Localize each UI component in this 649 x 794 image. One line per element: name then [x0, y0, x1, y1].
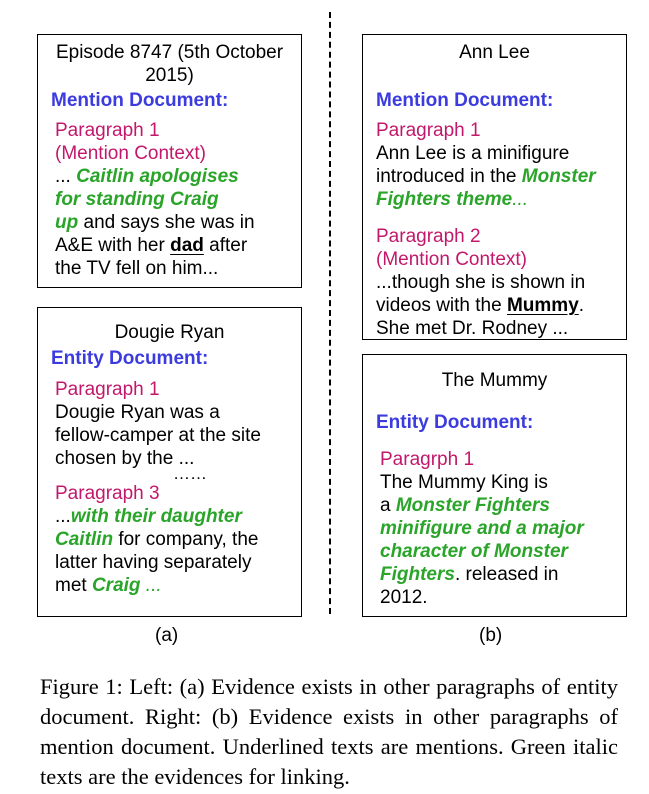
mention-document-box-c	[362, 34, 627, 340]
evidence-text: Craig	[91, 575, 141, 596]
text-line	[380, 540, 568, 563]
text-line: ...with their daughter	[55, 506, 242, 527]
doc-label: Entity Document:	[376, 412, 534, 433]
text-line	[55, 188, 219, 211]
evidence-text: Caitlin apologises	[76, 166, 239, 187]
text-line: ... Caitlin apologises	[55, 166, 239, 187]
text-line: latter having separately	[55, 552, 252, 573]
text-line: chosen by the ...	[55, 448, 195, 469]
box-title: Ann Lee	[459, 42, 530, 63]
doc-label: Mention Document:	[51, 90, 229, 111]
mention-text: Mummy	[506, 295, 579, 316]
entity-document-box-b	[37, 307, 302, 617]
evidence-text: with their daughter	[70, 506, 242, 527]
text-line: up and says she was in	[55, 212, 255, 233]
text-line: fellow-camper at the site	[55, 425, 261, 446]
box-title: The Mummy	[441, 370, 548, 391]
evidence-text: Fighters theme	[376, 189, 513, 210]
doc-label: Mention Document:	[376, 90, 554, 111]
evidence-text: for standing Craig	[55, 189, 219, 210]
mention-document-box-a	[37, 34, 302, 288]
paragraph-label: Paragraph 2	[376, 226, 481, 247]
text-line: Fighters. released in	[380, 564, 559, 585]
mention-context-label: (Mention Context)	[55, 143, 207, 164]
mention-context-label: (Mention Context)	[376, 249, 528, 270]
paragraph-label: Paragraph 1	[376, 120, 481, 141]
box-title: Episode 8747 (5th October 2015)	[55, 42, 284, 86]
panel-label-b: (b)	[479, 625, 503, 646]
text-line: the TV fell on him...	[55, 258, 219, 279]
paragraph-label: Paragraph 3	[55, 483, 160, 504]
text-line: The Mummy King is	[380, 472, 548, 493]
text-line: met Craig ...	[55, 575, 162, 596]
entity-document-box-d	[362, 354, 627, 617]
evidence-text: minifigure and a major	[380, 518, 584, 539]
text-line: Ann Lee is a minifigure	[376, 143, 570, 164]
panel-label-a: (a)	[155, 625, 179, 646]
paragraph-label: Paragraph 1	[55, 120, 160, 141]
text-line: 2012.	[380, 587, 428, 608]
text-line: Caitlin for company, the	[55, 529, 259, 550]
text-line: a Monster Fighters	[380, 495, 550, 516]
evidence-text: Monster Fighters	[395, 495, 550, 516]
evidence-text: up	[55, 212, 79, 233]
doc-label: Entity Document:	[51, 348, 209, 369]
text-line: videos with the Mummy.	[376, 295, 585, 316]
text-line: Fighters theme...	[376, 189, 529, 210]
figure-caption: Figure 1: Left: (a) Evidence exists in other paragraphs of entity document. Right: (b) Evidence exists in other paragraphs of mention document. Underlined texts are mentions. Green italic texts are the evidences for linking.	[40, 674, 618, 789]
paragraph-label: Paragraph 1	[55, 379, 160, 400]
dashed-divider	[329, 12, 331, 614]
box-title: Dougie Ryan	[114, 322, 225, 343]
evidence-text: Fighters	[380, 564, 455, 585]
text-line: introduced in the Monster	[376, 166, 596, 187]
evidence-text: Caitlin	[55, 529, 114, 550]
mention-text: dad	[170, 235, 204, 256]
text-line: A&E with her dad after	[55, 235, 248, 256]
ellipsis: ……	[173, 464, 207, 483]
evidence-text: character of Monster	[380, 541, 568, 562]
text-line: ...though she is shown in	[376, 272, 586, 293]
evidence-text: Monster	[521, 166, 596, 187]
text-line: Dougie Ryan was a	[55, 402, 220, 423]
text-line: She met Dr. Rodney ...	[376, 318, 569, 339]
paragraph-label: Paragrph 1	[380, 449, 475, 470]
text-line	[380, 517, 584, 540]
